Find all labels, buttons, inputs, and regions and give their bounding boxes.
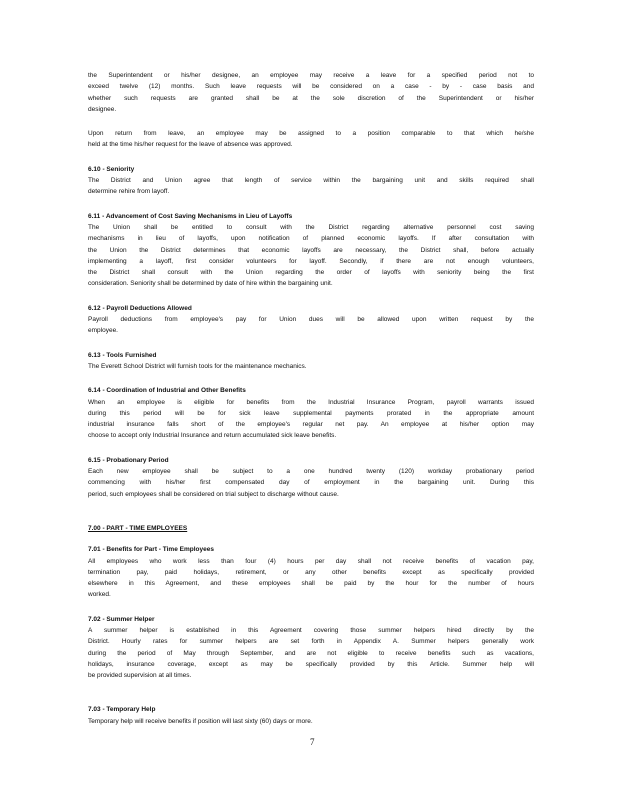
text-line: elsewhere in this Agreement, and these employees shall be paid by the hour for the number of hours xyxy=(88,580,534,588)
section-7-01 xyxy=(88,544,534,600)
text-line: exceed twelve (12) months. Such leave requests will be considered on a case - by - case basis and xyxy=(88,83,534,91)
text-line: worked. xyxy=(88,591,111,599)
section-heading: 6.11 - Advancement of Cost Saving Mechanisms in Lieu of Layoffs xyxy=(88,212,293,220)
return-paragraph xyxy=(88,128,534,151)
text-line: Each new employee shall be subject to a one hundred twenty (120) workday probationary period xyxy=(88,468,534,476)
section-6-11 xyxy=(88,211,534,290)
text-line: District. Hourly rates for summer helpers are set forth in Appendix A. Summer helpers generally work xyxy=(88,638,534,646)
text-line: determine rehire from layoff. xyxy=(88,188,170,196)
section-6-14 xyxy=(88,385,534,441)
section-heading: 6.14 - Coordination of Industrial and Other Benefits xyxy=(88,387,246,395)
section-6-15 xyxy=(88,455,534,500)
text-line: held at the time his/her request for the leave of absence was approved. xyxy=(88,141,293,149)
section-6-12 xyxy=(88,303,534,337)
section-7-03 xyxy=(88,704,534,727)
text-line: holidays, insurance coverage, except as may be specifically provided by this Article. Summer help will xyxy=(88,660,534,668)
spacer xyxy=(88,513,534,523)
spacer xyxy=(88,694,534,704)
document-body xyxy=(88,70,534,740)
section-heading: 7.02 - Summer Helper xyxy=(88,615,155,623)
text-line: The Everett School District will furnish tools for the maintenance mechanics. xyxy=(88,362,307,370)
text-line: The Union shall be entitled to consult with the District regarding alternative personnel cost saving xyxy=(88,223,534,231)
text-line: Temporary help will receive benefits if position will last sixty (60) days or more. xyxy=(88,717,313,725)
text-line: designee. xyxy=(88,105,117,113)
part-heading: 7.00 - PART - TIME EMPLOYEES xyxy=(88,524,188,532)
text-line: All employees who work less than four (4) hours per day shall not receive benefits of vacation pay, xyxy=(88,557,534,565)
section-heading: 7.03 - Temporary Help xyxy=(88,706,156,714)
section-heading: 6.13 - Tools Furnished xyxy=(88,351,157,359)
section-6-10 xyxy=(88,164,534,198)
text-line: mechanisms in lieu of layoffs, upon notification of planned economic layoffs. If after consultation with xyxy=(88,235,534,243)
section-heading: 6.10 - Seniority xyxy=(88,165,135,173)
text-line: choose to accept only Industrial Insurance and return accumulated sick leave benefits. xyxy=(88,432,337,440)
text-line: the District shall consult with the Union regarding the order of layoffs with seniority being the first xyxy=(88,269,534,277)
intro-paragraph xyxy=(88,70,534,115)
page-number: 7 xyxy=(310,737,315,747)
text-line: during the period of May through September, and are not eligible to receive benefits such as vacations, xyxy=(88,649,534,657)
section-6-13 xyxy=(88,350,534,373)
text-line: during this period will be for sick leave supplemental payments prorated in the appropriate amount xyxy=(88,409,534,417)
text-line: termination pay, paid holidays, retirement, or any other benefits except as specifically provided xyxy=(88,568,534,576)
text-line: commencing with his/her first compensated day of employment in the bargaining unit. During this xyxy=(88,479,534,487)
text-line: employee. xyxy=(88,327,118,335)
text-line: The District and Union agree that length of service within the bargaining unit and skills required shall xyxy=(88,177,534,185)
text-line: implementing a layoff, first consider volunteers for layoff. Secondly, if there are not enough volunteers, xyxy=(88,257,534,265)
section-heading: 6.12 - Payroll Deductions Allowed xyxy=(88,304,192,312)
text-line: period, such employees shall be considered on trial subject to discharge without cause. xyxy=(88,490,339,498)
text-line: Upon return from leave, an employee may be assigned to a position comparable to that which he/she xyxy=(88,130,534,138)
text-line: the Superintendent or his/her designee, an employee may receive a leave for a specified period not to xyxy=(88,72,534,79)
text-line: whether such requests are granted shall be at the sole discretion of the Superintendent or his/her xyxy=(88,94,534,102)
text-line: A summer helper is established in this Agreement covering those summer helpers hired directly by the xyxy=(88,626,534,634)
section-heading: 6.15 - Probationary Period xyxy=(88,456,169,464)
text-line: When an employee is eligible for benefits from the Industrial Insurance Program, payroll warrants issued xyxy=(88,398,534,406)
section-7-02 xyxy=(88,614,534,682)
text-line: be provided supervision at all times. xyxy=(88,672,192,680)
section-heading: 7.01 - Benefits for Part - Time Employees xyxy=(88,546,214,554)
text-line: Payroll deductions from employee's pay for Union dues will be allowed upon written request by the xyxy=(88,316,534,324)
text-line: consideration. Seniority shall be determined by date of hire within the bargaining unit. xyxy=(88,280,333,288)
text-line: industrial insurance falls short of the employee's regular net pay. An employee at his/her option may xyxy=(88,421,534,429)
text-line: the Union the District determines that economic layoffs are necessary, the District shall, before actually xyxy=(88,246,534,254)
